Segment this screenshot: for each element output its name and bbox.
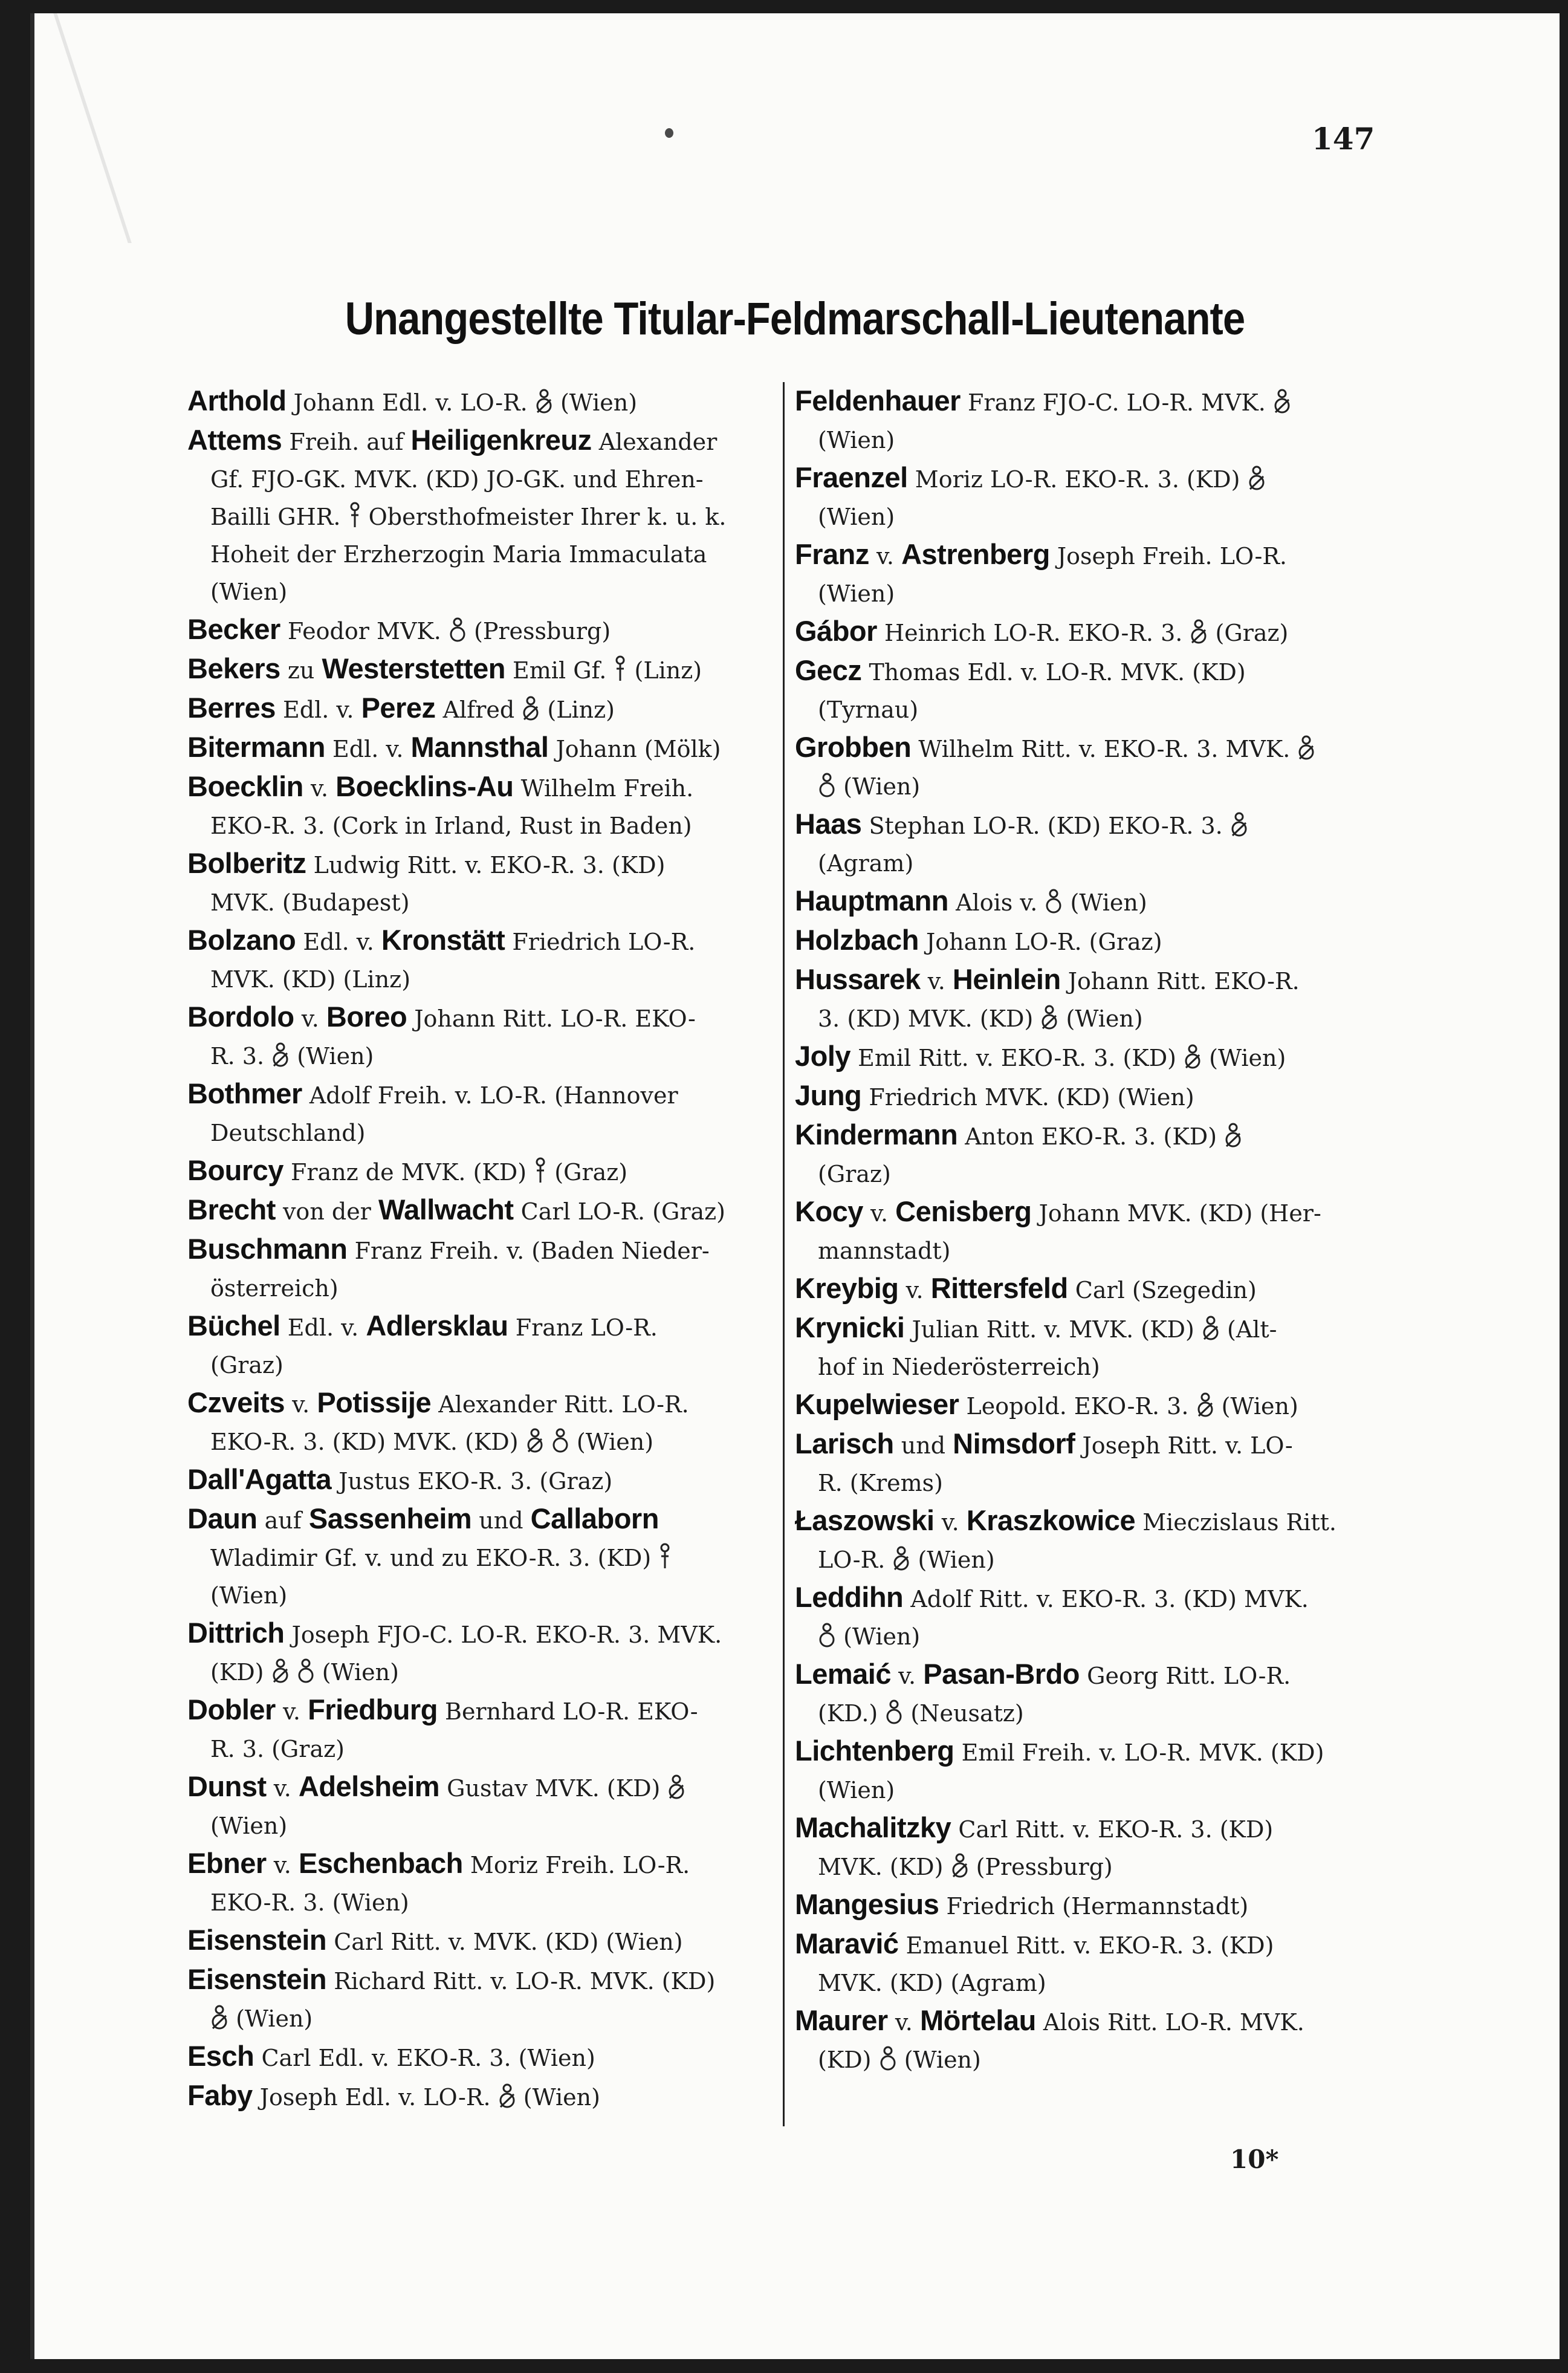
- bomb-with-sword-icon: [210, 2000, 228, 2037]
- entry-gabor: Gábor Heinrich LO-R. EKO-R. 3. (Graz): [795, 612, 1387, 652]
- entry-daun: Daun auf Sassenheim und Callaborn Wladimir Gf. v. und zu EKO-R. 3. (KD) (Wien): [187, 1500, 780, 1614]
- entry-buschmann: Buschmann Franz Freih. v. (Baden Nieder- österreich): [187, 1233, 710, 1302]
- entry-bitermann: Bitermann Edl. v. Mannsthal Johann (Mölk): [187, 731, 721, 763]
- entry-kupelwieser: Kupelwieser Leopold. EKO-R. 3. (Wien): [795, 1386, 1387, 1425]
- entry-krynicki: Krynicki Julian Ritt. v. MVK. (KD) (Alt- hof in Niederösterreich): [795, 1311, 1277, 1380]
- bomb-icon: [879, 2041, 897, 2079]
- entry-bekers: Bekers zu Westerstetten Emil Gf. (Linz): [187, 650, 780, 689]
- bomb-icon: [818, 1618, 836, 1655]
- entry-hauptmann: Hauptmann Alois v. (Wien): [795, 882, 1387, 921]
- bomb-with-sword-icon: [535, 384, 553, 421]
- entry-brecht: Brecht von der Wallwacht Carl LO-R. (Graz): [187, 1193, 725, 1225]
- bomb-with-sword-icon: [1273, 384, 1291, 421]
- entry-grobben: Grobben Wilhelm Ritt. v. EKO-R. 3. MVK. (Wien): [795, 729, 1387, 805]
- bomb-icon: [1045, 884, 1063, 921]
- entry-bolzano: Bolzano Edl. v. Kronstätt Friedrich LO-R. MVK. (KD) (Linz): [187, 924, 696, 993]
- entry-franz: Franz v. Astrenberg Joseph Freih. LO-R. (Wien): [795, 538, 1288, 607]
- entry-boecklin: Boecklin v. Boecklins-Au Wilhelm Freih. EKO-R. 3. (Cork in Irland, Rust in Baden): [187, 770, 694, 839]
- entry-berres: Berres Edl. v. Perez Alfred (Linz): [187, 689, 780, 729]
- entry-esch: Esch Carl Edl. v. EKO-R. 3. (Wien): [187, 2040, 595, 2072]
- bomb-with-sword-icon: [892, 1541, 910, 1579]
- key-icon: [348, 498, 361, 536]
- entry-dittrich: Dittrich Joseph FJO-C. LO-R. EKO-R. 3. MVK. (KD) (Wien): [187, 1614, 780, 1691]
- bomb-with-sword-icon: [1196, 1388, 1214, 1425]
- entry-mangesius: Mangesius Friedrich (Hermannstadt): [795, 1888, 1249, 1920]
- entry-lichtenberg: Lichtenberg Emil Freih. v. LO-R. MVK. (KD) (Wien): [795, 1735, 1324, 1803]
- bomb-with-sword-icon: [526, 1423, 544, 1461]
- entry-ebner: Ebner v. Eschenbach Moriz Freih. LO-R. EKO-R. 3. (Wien): [187, 1847, 690, 1916]
- bomb-with-sword-icon: [1297, 730, 1315, 768]
- bomb-icon: [551, 1423, 569, 1461]
- bomb-with-sword-icon: [1202, 1311, 1220, 1348]
- ink-dot: [665, 128, 673, 138]
- entry-dobler: Dobler v. Friedburg Bernhard LO-R. EKO- R. 3. (Graz): [187, 1693, 698, 1762]
- bomb-icon: [885, 1695, 903, 1732]
- bomb-with-sword-icon: [498, 2079, 516, 2116]
- entry-joly: Joly Emil Ritt. v. EKO-R. 3. (KD) (Wien): [795, 1037, 1387, 1077]
- entry-attems: Attems Freih. auf Heiligenkreuz Alexander Gf. FJO-GK. MVK. (KD) JO-GK. und Ehren- Bailli GHR. Obersthofmeister Ihrer k. u. k. Hoheit der Erzherzogin Maria Immaculata (Wien): [187, 424, 727, 605]
- bomb-with-sword-icon: [271, 1654, 290, 1691]
- key-icon: [614, 652, 627, 689]
- entry-faby: Faby Joseph Edl. v. LO-R. (Wien): [187, 2077, 780, 2116]
- entry-haas: Haas Stephan LO-R. (KD) EKO-R. 3. (Agram): [795, 805, 1387, 882]
- entry-becker: Becker Feodor MVK. (Pressburg): [187, 611, 780, 650]
- entry-maravic: Maravić Emanuel Ritt. v. EKO-R. 3. (KD) MVK. (KD) (Agram): [795, 1927, 1274, 1996]
- entry-kindermann: Kindermann Anton EKO-R. 3. (KD) (Graz): [795, 1116, 1387, 1193]
- entry-kreybig: Kreybig v. Rittersfeld Carl (Szegedin): [795, 1272, 1257, 1304]
- bomb-icon: [449, 612, 467, 650]
- column-divider: [783, 382, 785, 2126]
- entry-feldenhauer: Feldenhauer Franz FJO-C. LO-R. MVK. (Wien): [795, 382, 1387, 459]
- entry-eisenstein-richard: Eisenstein Richard Ritt. v. LO-R. MVK. (KD) (Wien): [187, 1961, 780, 2037]
- key-icon: [534, 1154, 547, 1191]
- entry-bothmer: Bothmer Adolf Freih. v. LO-R. (Hannover Deutschland): [187, 1077, 678, 1146]
- entry-dunst: Dunst v. Adelsheim Gustav MVK. (KD) (Wien): [187, 1768, 780, 1845]
- key-icon: [658, 1539, 672, 1577]
- entry-czveits: Czveits v. Potissije Alexander Ritt. LO-R. EKO-R. 3. (KD) MVK. (KD) (Wien): [187, 1384, 780, 1461]
- entry-lemaic: Lemaić v. Pasan-Brdo Georg Ritt. LO-R. (KD.) (Neusatz): [795, 1655, 1387, 1732]
- entry-hussarek: Hussarek v. Heinlein Johann Ritt. EKO-R. 3. (KD) MVK. (KD) (Wien): [795, 961, 1387, 1037]
- entry-jung: Jung Friedrich MVK. (KD) (Wien): [795, 1079, 1194, 1111]
- page: [30, 13, 1560, 2359]
- entry-bourcy: Bourcy Franz de MVK. (KD) (Graz): [187, 1152, 780, 1191]
- bomb-with-sword-icon: [1040, 1000, 1058, 1037]
- entry-dall-agatta: Dall'Agatta Justus EKO-R. 3. (Graz): [187, 1463, 613, 1495]
- entry-larisch: Larisch und Nimsdorf Joseph Ritt. v. LO- R. (Krems): [795, 1427, 1293, 1496]
- entry-buechel: Büchel Edl. v. Adlersklau Franz LO-R. (Graz): [187, 1310, 658, 1378]
- bomb-with-sword-icon: [1184, 1039, 1202, 1077]
- entry-kocy: Kocy v. Cenisberg Johann MVK. (KD) (Her- mannstadt): [795, 1195, 1321, 1264]
- entry-fraenzel: Fraenzel Moriz LO-R. EKO-R. 3. (KD) (Wien): [795, 459, 1387, 536]
- entry-laszowski: Łaszowski v. Kraszkowice Mieczislaus Ritt. LO-R. (Wien): [795, 1502, 1387, 1579]
- page-title: Unangestellte Titular-Feldmarschall-Lieutenante: [345, 293, 1245, 345]
- bomb-with-sword-icon: [667, 1770, 685, 1807]
- entry-eisenstein-carl: Eisenstein Carl Ritt. v. MVK. (KD) (Wien): [187, 1924, 683, 1956]
- entry-holzbach: Holzbach Johann LO-R. (Graz): [795, 924, 1162, 956]
- entry-leddihn: Leddihn Adolf Ritt. v. EKO-R. 3. (KD) MVK. (Wien): [795, 1579, 1387, 1655]
- left-column: [187, 382, 780, 2116]
- bomb-with-sword-icon: [522, 691, 540, 729]
- bomb-icon: [818, 768, 836, 805]
- book-spine: [30, 13, 34, 2359]
- bomb-icon: [297, 1654, 315, 1691]
- bomb-with-sword-icon: [1224, 1118, 1242, 1155]
- bomb-with-sword-icon: [271, 1037, 290, 1075]
- entry-maurer: Maurer v. Mörtelau Alois Ritt. LO-R. MVK. (KD) (Wien): [795, 2002, 1387, 2079]
- entry-arthold: Arthold Johann Edl. v. LO-R. (Wien): [187, 382, 780, 421]
- page-crease: [53, 13, 131, 243]
- entry-gecz: Gecz Thomas Edl. v. LO-R. MVK. (KD) (Tyrnau): [795, 654, 1246, 723]
- bomb-with-sword-icon: [951, 1848, 969, 1886]
- bomb-with-sword-icon: [1190, 614, 1208, 652]
- right-column: [795, 382, 1387, 2079]
- entry-machalitzky: Machalitzky Carl Ritt. v. EKO-R. 3. (KD) MVK. (KD) (Pressburg): [795, 1809, 1387, 1886]
- bomb-with-sword-icon: [1230, 807, 1248, 845]
- page-number: 147: [1312, 121, 1375, 157]
- entry-bordolo: Bordolo v. Boreo Johann Ritt. LO-R. EKO- R. 3. (Wien): [187, 998, 780, 1075]
- bomb-with-sword-icon: [1248, 461, 1266, 498]
- entry-bolberitz: Bolberitz Ludwig Ritt. v. EKO-R. 3. (KD) MVK. (Budapest): [187, 847, 666, 916]
- signature-mark: 10*: [1230, 2144, 1279, 2174]
